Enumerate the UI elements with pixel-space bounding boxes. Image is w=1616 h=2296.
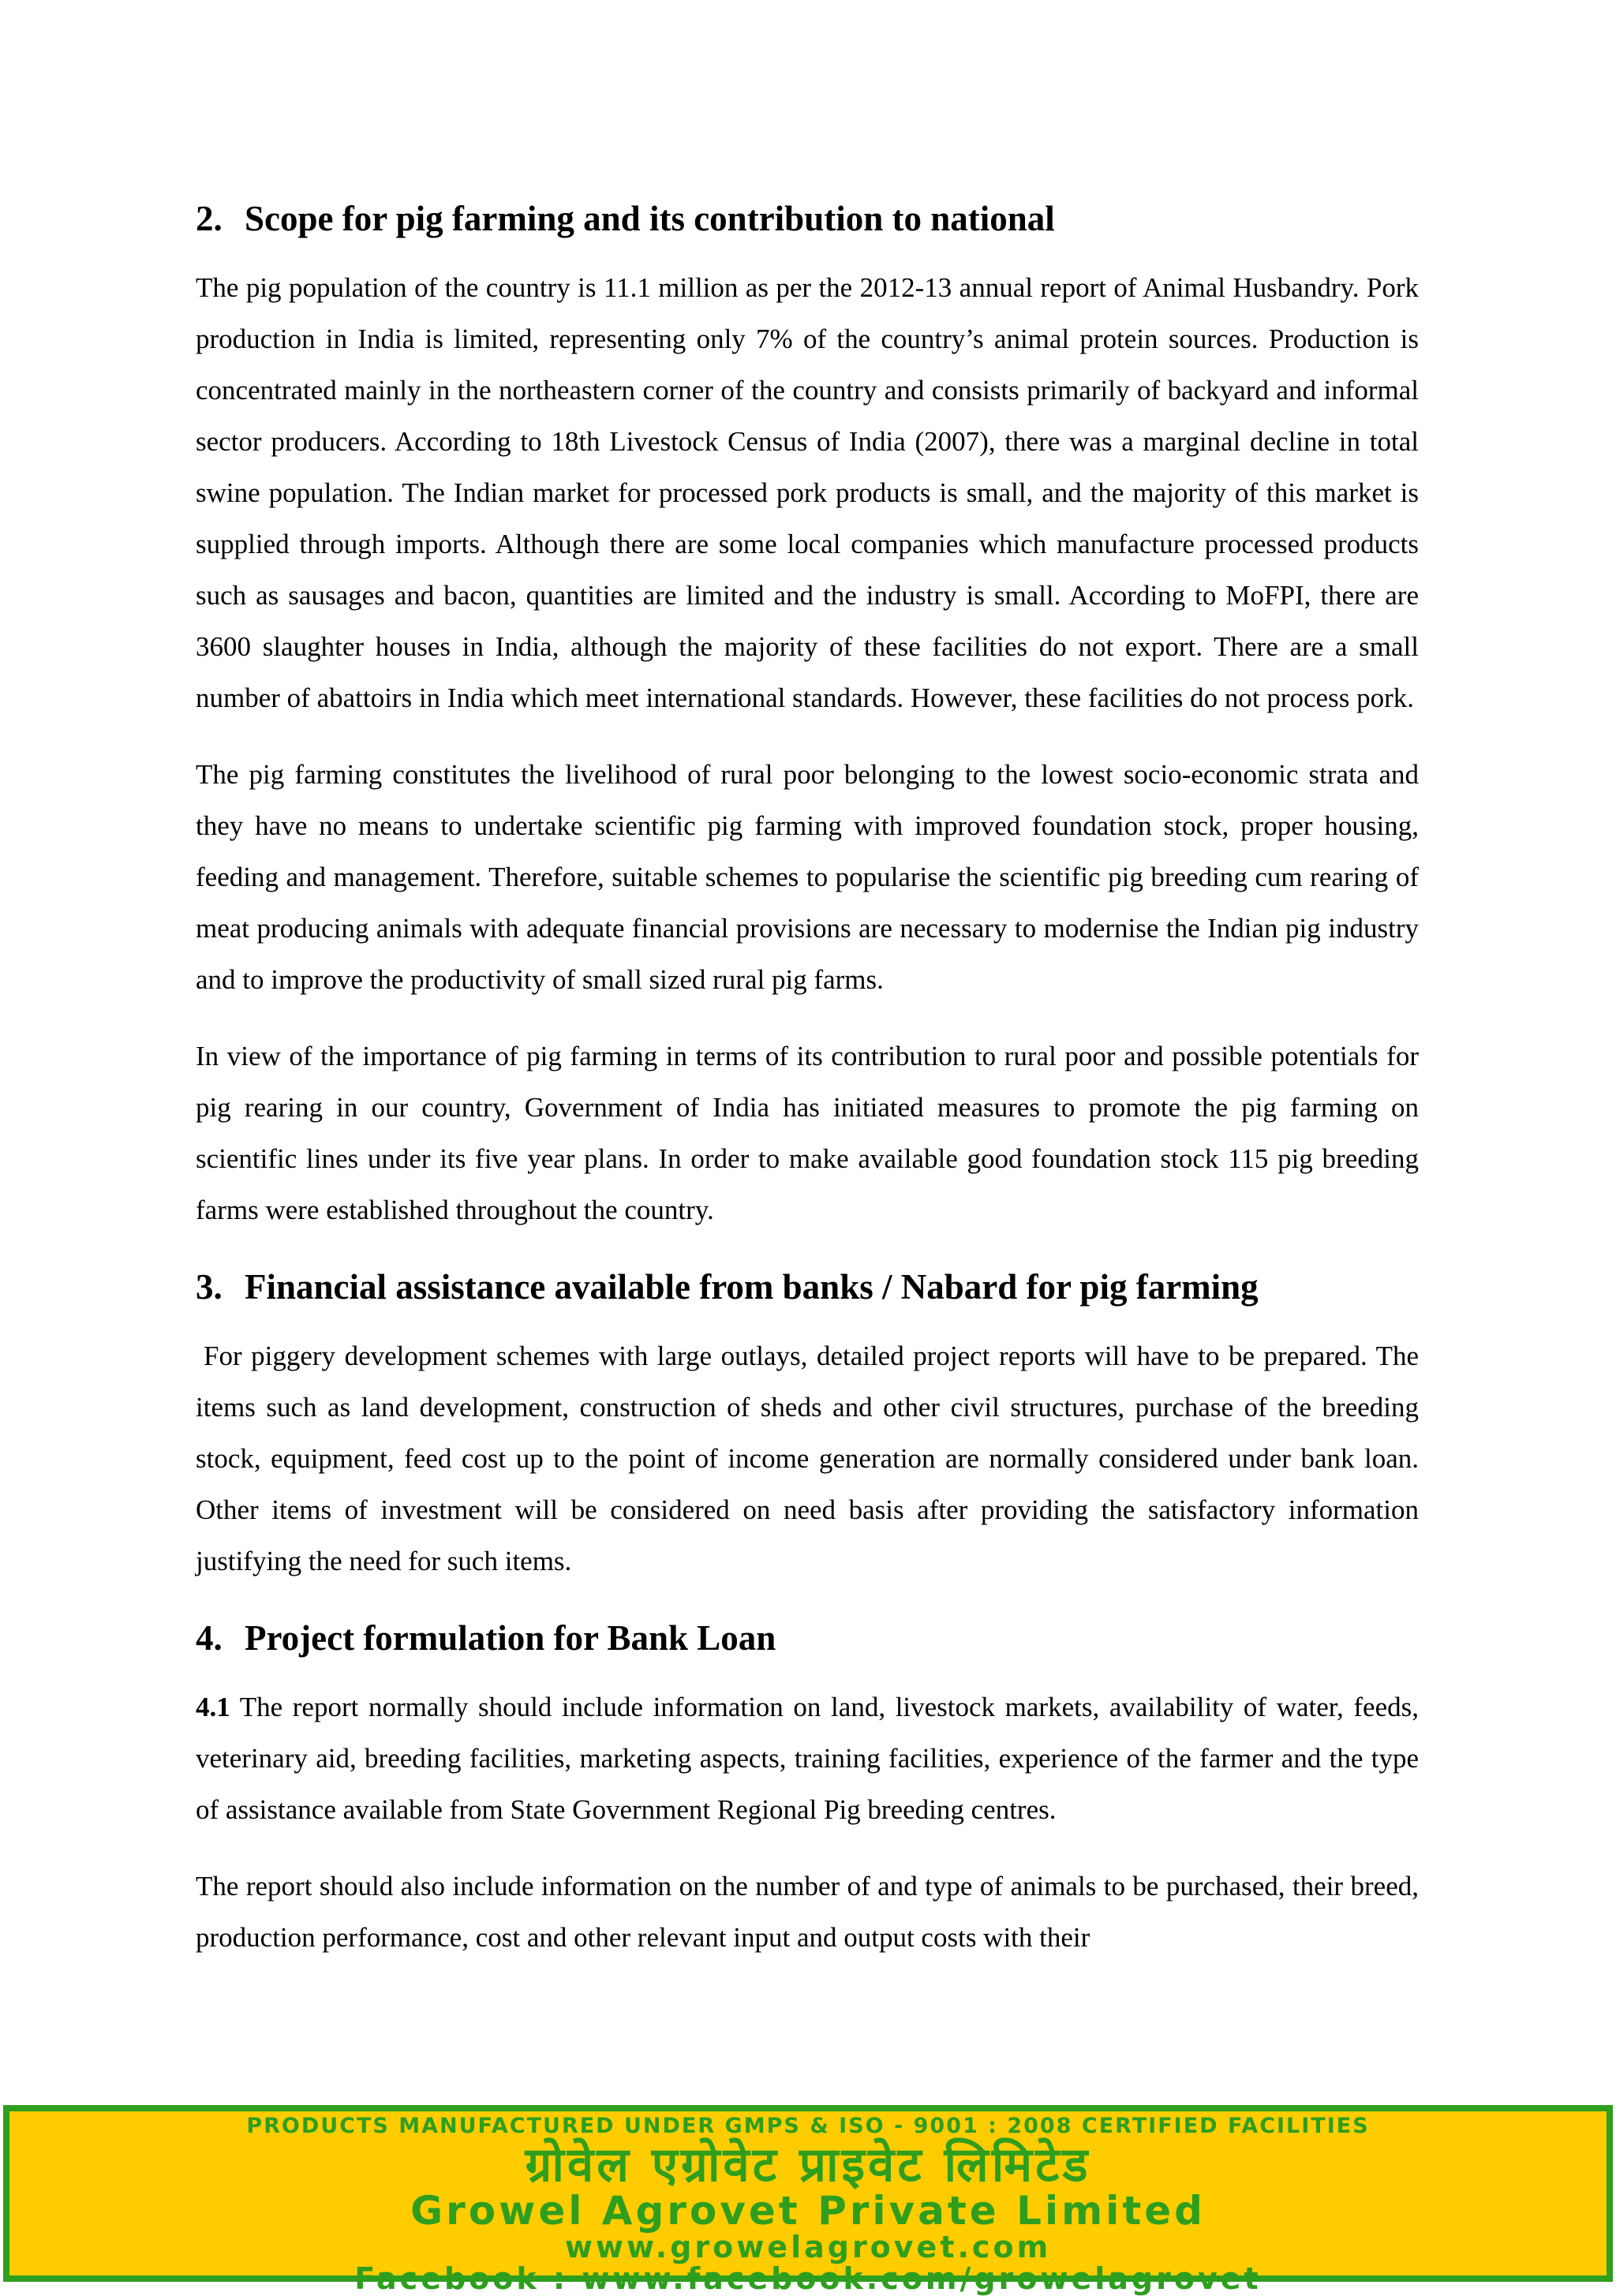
company-footer-banner bbox=[3, 2105, 1613, 2296]
section-3-title: Financial assistance available from banks / Nabard for pig farming bbox=[245, 1267, 1259, 1307]
footer-company-name: Growel Agrovet Private Limited bbox=[410, 2188, 1206, 2234]
section-3-paragraph-1: For piggery development schemes with large outlays, detailed project reports will have to be prepared. The items such as land development, construction of sheds and other civil structures, purchase of the breeding stock, equipment, feed cost up to the point of income generation are normally considered under bank loan. Other items of investment will be considered on need basis after providing the satisfactory information justifying the need for such items. bbox=[196, 1341, 1419, 1576]
footer-website: www.growelagrovet.com bbox=[564, 2230, 1052, 2264]
footer-company-name-hindi: ग्रोवेल एग्रोवेट प्राइवेट लिमिटेड bbox=[525, 2137, 1091, 2193]
section-4-paragraph-2: The report should also include information on the number of and type of animals to be purchased, their breed, production performance, cost and other relevant input and output costs with their bbox=[196, 1871, 1419, 1953]
section-4-number: 4. bbox=[196, 1618, 223, 1658]
section-2-title: Scope for pig farming and its contribution to national bbox=[245, 199, 1055, 238]
section-4-title: Project formulation for Bank Loan bbox=[245, 1618, 776, 1658]
footer-certification: PRODUCTS MANUFACTURED UNDER GMPS & ISO - 9001 : 2008 CERTIFIED FACILITIES bbox=[246, 2114, 1370, 2138]
section-4-1-paragraph bbox=[196, 1681, 1419, 1835]
section-2-heading bbox=[196, 193, 1419, 245]
section-2-paragraph-2: The pig farming constitutes the livelihood of rural poor belonging to the lowest socio-economic strata and they have no means to undertake scientific pig farming with improved foundation stock, proper housing, feeding and management. Therefore, suitable schemes to popularise the scientific pig breeding cum rearing of meat producing animals with adequate financial provisions are necessary to modernise the Indian pig industry and to improve the productivity of small sized rural pig farms. bbox=[196, 759, 1419, 995]
section-2-number: 2. bbox=[196, 199, 223, 238]
section-3-number: 3. bbox=[196, 1267, 223, 1307]
section-4-1-text: The report normally should include information on land, livestock markets, availability of water, feeds, veterinary aid, breeding facilities, marketing aspects, training facilities, experience of the farmer and the type of assistance available from State Government Regional Pig breeding centres. bbox=[196, 1692, 1419, 1825]
section-3-heading bbox=[196, 1261, 1419, 1313]
section-4-1-label: 4.1 bbox=[196, 1692, 230, 1722]
document-page bbox=[196, 193, 1419, 1988]
section-4-heading bbox=[196, 1612, 1419, 1664]
section-2-paragraph-1: The pig population of the country is 11.1 million as per the 2012-13 annual report of Animal Husbandry. Pork production in India is limited, representing only 7% of the country’s animal protein sources. Production is concentrated mainly in the northeastern corner of the country and consists primarily of backyard and informal sector producers. According to 18th Livestock Census of India (2007), there was a marginal decline in total swine population. The Indian market for processed pork products is small, and the majority of this market is supplied through imports. Although there are some local companies which manufacture processed products such as sausages and bacon, quantities are limited and the industry is small. According to MoFPI, there are 3600 slaughter houses in India, although the majority of these facilities do not export. There are a small number of abattoirs in India which meet international standards. However, these facilities do not process pork. bbox=[196, 272, 1419, 713]
section-2-paragraph-3: In view of the importance of pig farming in terms of its contribution to rural poor and possible potentials for pig rearing in our country, Government of India has initiated measures to promote the pig farming on scientific lines under its five year plans. In order to make available good foundation stock 115 pig breeding farms were established throughout the country. bbox=[196, 1041, 1419, 1225]
footer-facebook: Facebook : www.facebook.com/growelagrovet bbox=[354, 2261, 1262, 2296]
